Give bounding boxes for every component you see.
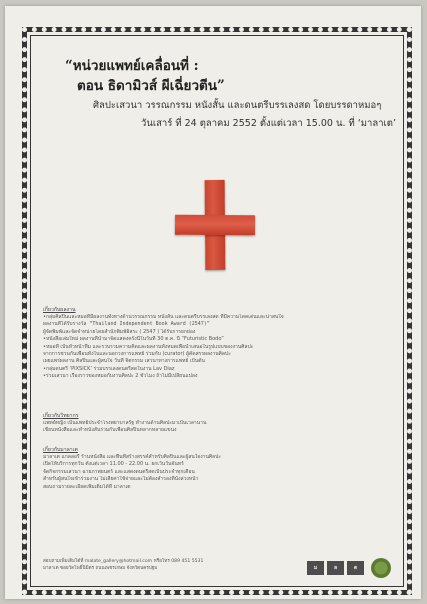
section-line: •หนังสือเล่มใหม่ ผลงานที่นำมาจัดแสดงครั้งนี้ในวันที่ 30 ต.ค. นี้ “Futuristic Bodo” <box>43 336 224 343</box>
section-line: เปิดให้บริการทุกวัน ตั้งแต่เวลา 11.00 - 22.00 น. ยกเว้นวันจันทร์ <box>43 461 184 468</box>
section-speakers <box>43 412 391 435</box>
section-line: แพทย์หญิง เป็นแพทย์ประจำโรงพยาบาลรัฐ ทำงานด้านศิลปะมาเป็นเวลานาน <box>43 420 207 426</box>
section-heading: เกี่ยวกับวิทยากร <box>43 413 79 419</box>
poster-subtitle: ศิลปะเสวนา วรรณกรรม หนังสั้น และดนตรีบรรเลงสด โดยบรรดาหมอๆ <box>93 100 382 111</box>
poster-sheet <box>5 6 421 599</box>
section-line: ผู้จัดพิมพ์และจัดจำหน่ายโดยสำนักพิมพ์อิสระ ( 2547 ) ได้รับการยกย่อง <box>43 328 196 335</box>
cross-horizontal-bar <box>175 215 255 236</box>
poster-title-line1: “หน่วยแพทย์เคลื่อนที่ : <box>65 58 199 74</box>
section-line: จัดกิจกรรมเสวนา ฉายภาพยนตร์ และแสดงดนตรีสดเป็นประจำทุกเดือน <box>43 468 195 475</box>
section-line: สำหรับผู้สนใจเข้าร่วมงาน ไม่เสียค่าใช้จ่ายและไม่ต้องสำรองที่นั่งล่วงหน้า <box>43 476 199 483</box>
footer-contact <box>43 559 333 572</box>
poster-title-line2: ตอน ธิดามิวส์ ผีเฉี่ยวตีน” <box>77 78 225 94</box>
section-line: ผลงานที่ได้รับรางวัล “Thailand Independent Book Award (2547)” <box>43 321 210 328</box>
red-cross-icon <box>175 180 255 270</box>
section-line: •กลุ่มดนตรี ‘PIXSICK’ ร่วมบรรเลงดนตรีสดในงาน Lav Diaz <box>43 365 175 372</box>
seal-logo-icon <box>371 558 391 578</box>
malate-logo-icon: ล <box>327 561 344 575</box>
section-line: เผยแพร่ผลงาน ศิลปินและผู้สนใจ วันที่ จิตกรรม เสวนาทางการแพทย์ เป็นต้น <box>43 358 205 365</box>
poster-frame <box>22 27 412 595</box>
section-line: •หมอที่ เป็นหัวหน้าทีม และรวบรวมความคิดและผลงานทั้งหมดเพื่อนำเสนอในรูปแบบของงานศิลปะ <box>43 343 254 350</box>
section-heading: เกี่ยวกับผลงาน <box>43 307 76 313</box>
sponsor-logos <box>307 558 391 578</box>
event-dateline: วันเสาร์ ที่ 24 ตุลาคม 2552 ตั้งแต่เวลา 15.00 น. ที่ ‘มาลาเต’ <box>141 118 396 129</box>
section-heading: เกี่ยวกับมาลาเต <box>43 447 78 453</box>
section-line: •ร่วมเสวนา เรื่องราวของหมอกับงานศิลปะ 2 ชั่วโมง ถ้าไม่มีเปลี่ยนแปลง <box>43 373 198 380</box>
malate-logo-icon: ม <box>307 561 324 575</box>
section-line: เขียนหนังสือและทำหนังสั้นร่วมกับเพื่อนศิลปินหลากหลายแขนง <box>43 427 177 434</box>
section-line: สอบถามรายละเอียดเพิ่มเติมได้ที่ มาลาเต <box>43 483 131 490</box>
malate-logo-icon: ต <box>347 561 364 575</box>
section-line: มาลาเต แกลลอรี่ ร้านหนังสือ และพื้นที่สร้างสรรค์สำหรับศิลปินและผู้สนใจงานศิลปะ <box>43 454 221 460</box>
section-works <box>43 306 391 381</box>
section-line: จากการชวนกันเพื่อนทั้งในและนอกวงการแพทย์ ร่วมกับ (curator) ผู้คัดสรรผลงานศิลปะ <box>43 351 231 358</box>
section-venue <box>43 446 391 491</box>
footer-line: มาลาเต ซอยวัดโพธิ์นิมิตร ถนนเพชรเกษม จังหวัดนครปฐม <box>43 565 158 571</box>
poster-content <box>37 40 397 582</box>
section-line: •กลุ่มศิลปินและหมอที่มีผลงานทั้งทางด้านวรรณกรรม หนังสั้น และดนตรีบรรเลงสด ที่มีความโดดเด่นและน่าสนใจ <box>43 314 284 320</box>
footer-line: สอบถามเพิ่มเติมได้ที่ malate_gallery@hotmail.com หรือโทร 089 451 5531 <box>43 559 204 564</box>
